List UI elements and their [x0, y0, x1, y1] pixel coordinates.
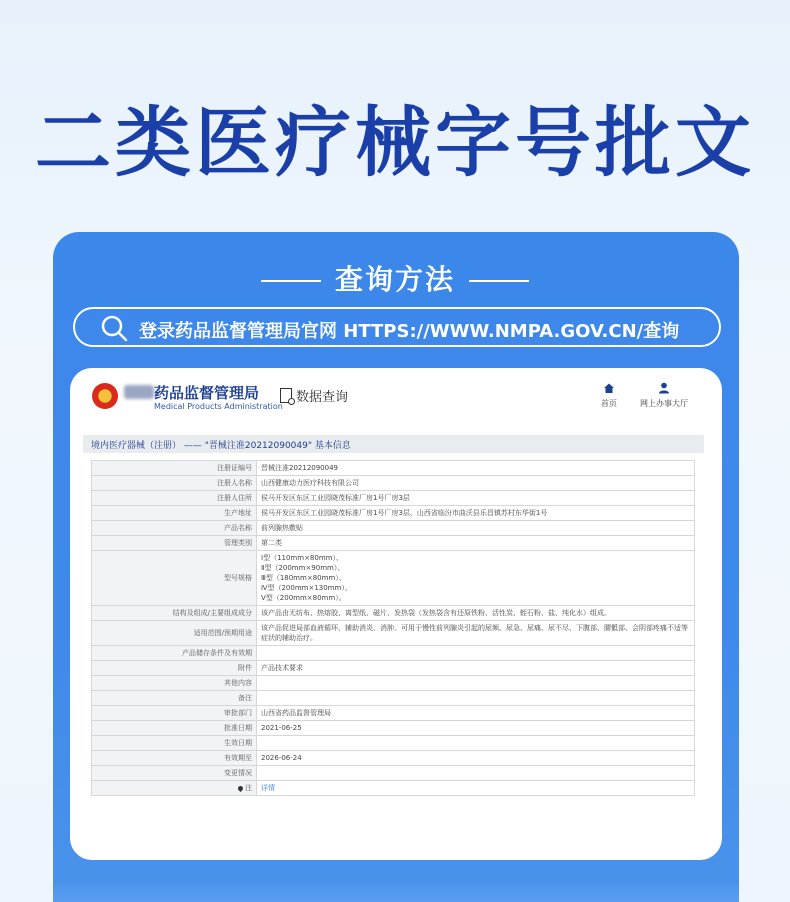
table-row — [92, 536, 695, 551]
table-row — [92, 621, 695, 646]
table-row — [92, 751, 695, 766]
national-emblem-icon — [92, 383, 118, 409]
table-row — [92, 491, 695, 506]
table-row — [92, 506, 695, 521]
field-key: 附件 — [92, 661, 257, 676]
table-row — [92, 781, 695, 796]
field-key: 产品名称 — [92, 521, 257, 536]
field-key: 注册证编号 — [92, 461, 257, 476]
field-key: 型号规格 — [92, 551, 257, 606]
field-key: 适用范围/预期用途 — [92, 621, 257, 646]
user-icon — [658, 382, 670, 394]
field-value — [257, 736, 695, 751]
table-row — [92, 661, 695, 676]
field-value: 侯马开发区东区工业园晓茂标准厂房1号厂房3层、山西省临汾市曲沃县乐昌镇苏村东华街1号 — [257, 506, 695, 521]
table-row — [92, 676, 695, 691]
hero-title: 二类医疗械字号批文 — [35, 98, 755, 187]
pin-icon — [237, 784, 244, 791]
field-key: 产品储存条件及有效期 — [92, 646, 257, 661]
site-subtitle: Medical Products Administration — [154, 402, 283, 411]
note-value — [257, 781, 695, 796]
field-key: 结构及组成/主要组成成分 — [92, 606, 257, 621]
field-key: 变更情况 — [92, 766, 257, 781]
field-key: 其他内容 — [92, 676, 257, 691]
nav-service-hall[interactable] — [640, 382, 688, 409]
search-icon — [101, 315, 129, 347]
table-row — [92, 461, 695, 476]
nav-home[interactable] — [601, 382, 617, 409]
table-row — [92, 476, 695, 491]
field-value — [257, 646, 695, 661]
field-value: 前列腺热敷贴 — [257, 521, 695, 536]
breadcrumb-text: 境内医疗器械（注册） —— "晋械注准20212090049" 基本信息 — [91, 441, 351, 451]
table-row — [92, 691, 695, 706]
field-key: 生产地址 — [92, 506, 257, 521]
note-key: 注 — [245, 784, 252, 792]
card-bottom — [53, 882, 739, 902]
nav-service-label: 网上办事大厅 — [640, 399, 688, 408]
field-value: 该产品促进局部血液循环，辅助消炎、消肿。可用于慢性前列腺炎引起的尿频、尿急、尿痛、尿不尽、下腹部、腰骶部、会阴部疼痛不适等症状的辅助治疗。 — [257, 621, 695, 646]
field-key: 注册人名称 — [92, 476, 257, 491]
table-row — [92, 606, 695, 621]
field-key: 有效期至 — [92, 751, 257, 766]
data-query-link[interactable] — [280, 386, 348, 405]
table-row — [92, 521, 695, 536]
field-value: 2026-06-24 — [257, 751, 695, 766]
field-key: 注册人住所 — [92, 491, 257, 506]
divider-right — [469, 280, 529, 282]
breadcrumb — [83, 435, 704, 453]
field-value: 该产品由无纺布、热熔胶、离型纸、磁片、发热袋（发热袋含有还原铁粉、活性炭、蛭石粉、盐、纯化水）组成。 — [257, 606, 695, 621]
table-row — [92, 706, 695, 721]
field-value: 山西健康动力医疗科技有限公司 — [257, 476, 695, 491]
divider-left — [261, 280, 321, 282]
table-row — [92, 766, 695, 781]
field-value: 第二类 — [257, 536, 695, 551]
field-value: 2021-06-25 — [257, 721, 695, 736]
table-row — [92, 551, 695, 606]
details-link[interactable]: 详情 — [261, 784, 275, 792]
search-bar[interactable] — [73, 307, 721, 347]
data-query-label: 数据查询 — [296, 390, 349, 405]
field-value — [257, 766, 695, 781]
field-key: 批准日期 — [92, 721, 257, 736]
field-key: 生效日期 — [92, 736, 257, 751]
home-icon — [603, 382, 615, 394]
field-value: 山西省药品监督管理局 — [257, 706, 695, 721]
document-search-icon — [280, 388, 292, 403]
field-value — [257, 676, 695, 691]
blurred-text — [124, 385, 154, 399]
site-name[interactable]: 药品监督管理局 — [154, 384, 260, 402]
record-table — [91, 460, 695, 796]
field-value: 晋械注准20212090049 — [257, 461, 695, 476]
method-title: 查询方法 — [334, 263, 455, 296]
field-key: 管理类别 — [92, 536, 257, 551]
table-row — [92, 736, 695, 751]
record-table-wrap — [91, 460, 695, 796]
table-row — [92, 721, 695, 736]
method-heading — [0, 258, 790, 298]
search-instruction: 登录药品监督管理局官网 HTTPS://WWW.NMPA.GOV.CN/查询 — [139, 321, 680, 342]
note-key-cell — [92, 781, 257, 796]
field-key: 备注 — [92, 691, 257, 706]
model-spec-list: Ⅰ型（110mm×80mm）、 Ⅱ型（200mm×90mm）、 Ⅲ型（180mm×80mm）、 Ⅳ型（200mm×130mm）、 Ⅴ型（200mm×80mm）。 — [261, 554, 352, 602]
field-value — [257, 551, 695, 606]
field-value — [257, 691, 695, 706]
field-key: 审批部门 — [92, 706, 257, 721]
field-value: 产品技术要求 — [257, 661, 695, 676]
site-header — [70, 368, 722, 430]
nav-home-label: 首页 — [601, 399, 617, 408]
field-value: 侯马开发区东区工业园晓茂标准厂房1号厂房3层 — [257, 491, 695, 506]
table-row — [92, 646, 695, 661]
